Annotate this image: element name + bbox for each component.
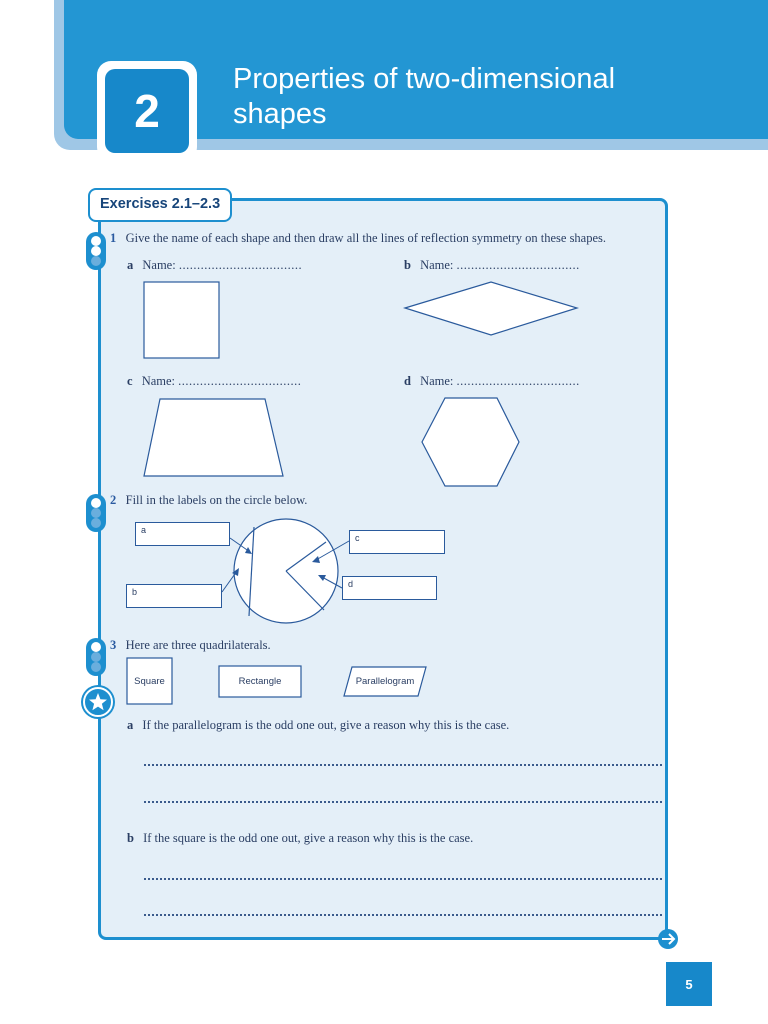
q3b-answer-line-1[interactable]: [144, 878, 662, 880]
q1d-label: Name:: [420, 374, 454, 388]
circle-label-box-b[interactable]: b: [126, 584, 222, 608]
q3a-letter: a: [127, 718, 134, 732]
q1c-label: Name:: [141, 374, 176, 388]
question-2-number: 2: [110, 493, 117, 507]
q1b-label: Name:: [420, 258, 454, 272]
circle-label-box-d[interactable]: d: [342, 576, 437, 600]
question-3-prompt: [110, 637, 271, 653]
q1a-answer-line[interactable]: ..................................: [178, 258, 303, 272]
question-3-number: 3: [110, 638, 117, 652]
question-2-text: Fill in the labels on the circle below.: [125, 493, 308, 507]
q3b-text: If the square is the odd one out, give a reason why this is the case.: [143, 831, 474, 845]
q1c-answer-line[interactable]: ..................................: [178, 374, 302, 388]
page-number: 5: [666, 962, 712, 1006]
q1c-letter: c: [127, 374, 133, 388]
q1a-letter: a: [127, 258, 134, 272]
chapter-title: Properties of two-dimensional shapes: [233, 63, 616, 130]
q3b-answer-line-2[interactable]: [144, 914, 662, 916]
q3a-answer-line-1[interactable]: [144, 764, 662, 766]
q3a-prompt: [127, 717, 509, 733]
exercises-tab: Exercises 2.1–2.3: [88, 188, 232, 222]
question-1-number: 1: [110, 231, 117, 245]
q1b-letter: b: [404, 258, 411, 272]
hexagon-shape: [422, 398, 519, 486]
q1d-letter: d: [404, 374, 411, 388]
circle-label-box-a[interactable]: a: [135, 522, 230, 546]
q1d-answer-line[interactable]: ..................................: [456, 374, 580, 388]
square-quad-label: Square: [134, 675, 165, 687]
parallelogram-quad-label: Parallelogram: [355, 676, 415, 687]
q1b-answer-line[interactable]: ..................................: [456, 258, 580, 272]
q3a-text: If the parallelogram is the odd one out, give a reason why this is the case.: [142, 718, 510, 732]
next-page-arrow-icon: [658, 929, 678, 949]
question-3-text: Here are three quadrilaterals.: [125, 638, 271, 652]
question-2-prompt: [110, 492, 307, 508]
q3a-answer-line-2[interactable]: [144, 801, 662, 803]
q3b-letter: b: [127, 831, 134, 845]
circle-label-box-c[interactable]: c: [349, 530, 445, 554]
square-shape: [144, 282, 219, 358]
q3b-prompt: [127, 830, 473, 846]
question-1-text: Give the name of each shape and then draw all the lines of reflection symmetry on these shapes.: [125, 231, 607, 245]
trapezium-shape: [144, 399, 283, 476]
q1a-label: Name:: [142, 258, 176, 272]
chapter-number: 2: [105, 69, 189, 153]
rectangle-quad-label: Rectangle: [238, 676, 282, 687]
rhombus-shape: [405, 282, 577, 335]
